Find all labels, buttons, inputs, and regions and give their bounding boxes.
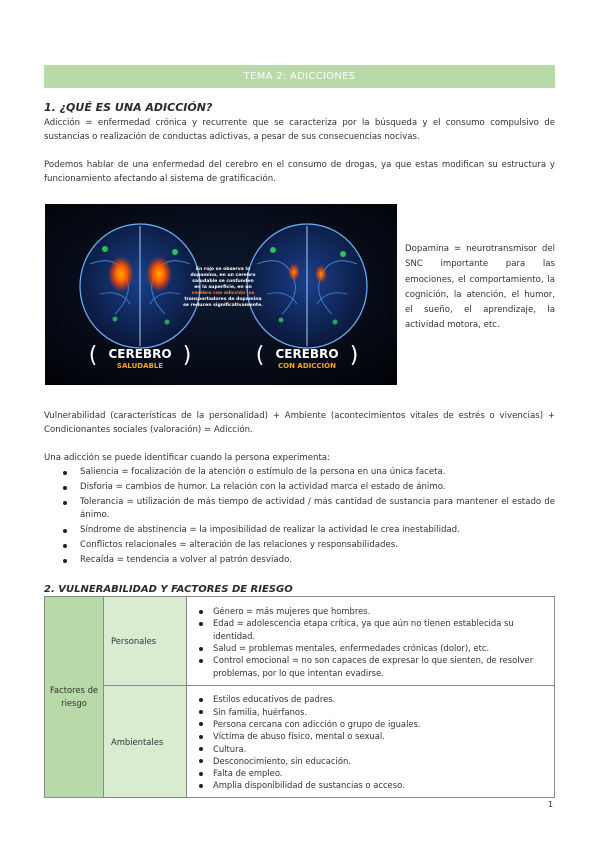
environment-items-list	[195, 693, 546, 791]
environment-category-cell	[104, 686, 187, 798]
annotation-line: en la superficie, en un	[194, 285, 252, 290]
svg-text:): )	[182, 343, 192, 368]
list-item: Recaída = tendencia a volver al patrón desviado.	[44, 554, 555, 567]
svg-text:): )	[349, 343, 359, 368]
annotation-line: transportadores de dopamina	[184, 297, 262, 302]
svg-text:CEREBRO: CEREBRO	[108, 347, 172, 361]
factor-label-cell	[45, 597, 104, 798]
topic-title-banner	[44, 65, 555, 88]
table-row	[45, 686, 555, 798]
list-item: Salud = problemas mentales, enfermedades crónicas (dolor), etc.	[195, 642, 546, 654]
list-item: Persona cercana con adicción o grupo de iguales.	[195, 718, 546, 730]
list-item: Sin familia, huérfanos.	[195, 706, 546, 718]
environment-items-cell	[187, 686, 555, 798]
list-item: Víctima de abuso físico, mental o sexual.	[195, 730, 546, 742]
list-item: Síndrome de abstinencia = la imposibilidad de realizar la actividad le crea inestabilidad.	[44, 524, 555, 537]
personal-items-cell	[187, 597, 555, 686]
dopamine-definition: Dopamina = neurotransmisor del SNC importante para las emociones, el comportamiento, la cognición, la atención, el humor, el sueño, el aprendizaje, la actividad motora, etc.	[405, 244, 555, 331]
addiction-definition: Adicción = enfermedad crónica y recurrente que se caracteriza por la búsqueda y el consumo compulsivo de sustancias o realización de conductas adictivas, a pesar de sus consecuencias nocivas.	[44, 118, 555, 142]
environment-label: Ambientales	[111, 736, 164, 747]
annotation-line: dopamina, en un cerebro	[190, 273, 256, 278]
list-item: Conflictos relacionales = alteración de las relaciones y responsabilidades.	[44, 539, 555, 552]
list-item: Amplia disponibilidad de sustancias o acceso.	[195, 779, 546, 791]
list-item: Falta de empleo.	[195, 767, 546, 779]
addicted-brain-graphic	[247, 224, 367, 348]
brain-illustration	[45, 204, 397, 385]
section-1-heading: 1. ¿QUÉ ES UNA ADICCIÓN?	[44, 101, 213, 114]
addiction-signs-list	[44, 466, 555, 569]
svg-text:CON ADICCIÓN: CON ADICCIÓN	[278, 362, 336, 370]
table-row	[45, 597, 555, 686]
annotation-line: saludable se confunden	[192, 279, 254, 284]
svg-text:(: (	[255, 343, 265, 368]
list-item: Género = más mujeres que hombres.	[195, 605, 546, 617]
svg-text:(: (	[88, 343, 98, 368]
svg-text:SALUDABLE: SALUDABLE	[116, 362, 164, 370]
image-annotation	[183, 266, 263, 308]
list-item: Cultura.	[195, 743, 546, 755]
list-intro: Una adicción se puede identificar cuando la persona experimenta:	[44, 453, 330, 463]
annotation-line: se reducen significativamente.	[183, 303, 263, 308]
brain-comparison-image	[45, 204, 397, 385]
annotation-line: cerebro con adicción los	[191, 291, 255, 296]
svg-text:CEREBRO: CEREBRO	[275, 347, 339, 361]
factor-label: Factores de riesgo	[49, 685, 99, 708]
personal-label: Personales	[111, 636, 157, 646]
personal-items-list	[195, 605, 546, 679]
list-item: Edad = adolescencia etapa crítica, ya que aún no tienen establecida su identidad.	[195, 617, 546, 642]
section-2-heading: 2. VULNERABILIDAD Y FACTORES DE RIESGO	[44, 584, 293, 595]
risk-factors-table	[44, 596, 555, 798]
topic-title: TEMA 2: ADICCIONES	[243, 71, 356, 82]
list-item: Disforia = cambios de humor. La relación con la actividad marca el estado de ánimo.	[44, 481, 555, 494]
list-item: Tolerancia = utilización de más tiempo de actividad / más cantidad de sustancia para mantener el estado de ánimo.	[44, 496, 555, 523]
list-item: Saliencia = focalización de la atención o estímulo de la persona en una única faceta.	[44, 466, 555, 479]
page-number: 1	[548, 800, 554, 809]
healthy-brain-graphic	[80, 224, 200, 348]
personal-category-cell	[104, 597, 187, 686]
list-item: Estilos educativos de padres.	[195, 693, 546, 705]
list-item: Control emocional = no son capaces de expresar lo que sienten, de resolver problemas, por lo que intentan evadirse.	[195, 654, 546, 679]
list-item: Desconocimiento, sin educación.	[195, 755, 546, 767]
addiction-formula: Vulnerabilidad (características de la personalidad) + Ambiente (acontecimientos vitales de estrés o vivencias) + Condicionantes sociales (valoración) = Adicción.	[44, 411, 555, 435]
annotation-line: En rojo se observa la	[195, 267, 251, 272]
brain-disease-paragraph: Podemos hablar de una enfermedad del cerebro en el consumo de drogas, ya que estas modifican su estructura y funcionamiento afectando al sistema de gratificación.	[44, 160, 555, 184]
